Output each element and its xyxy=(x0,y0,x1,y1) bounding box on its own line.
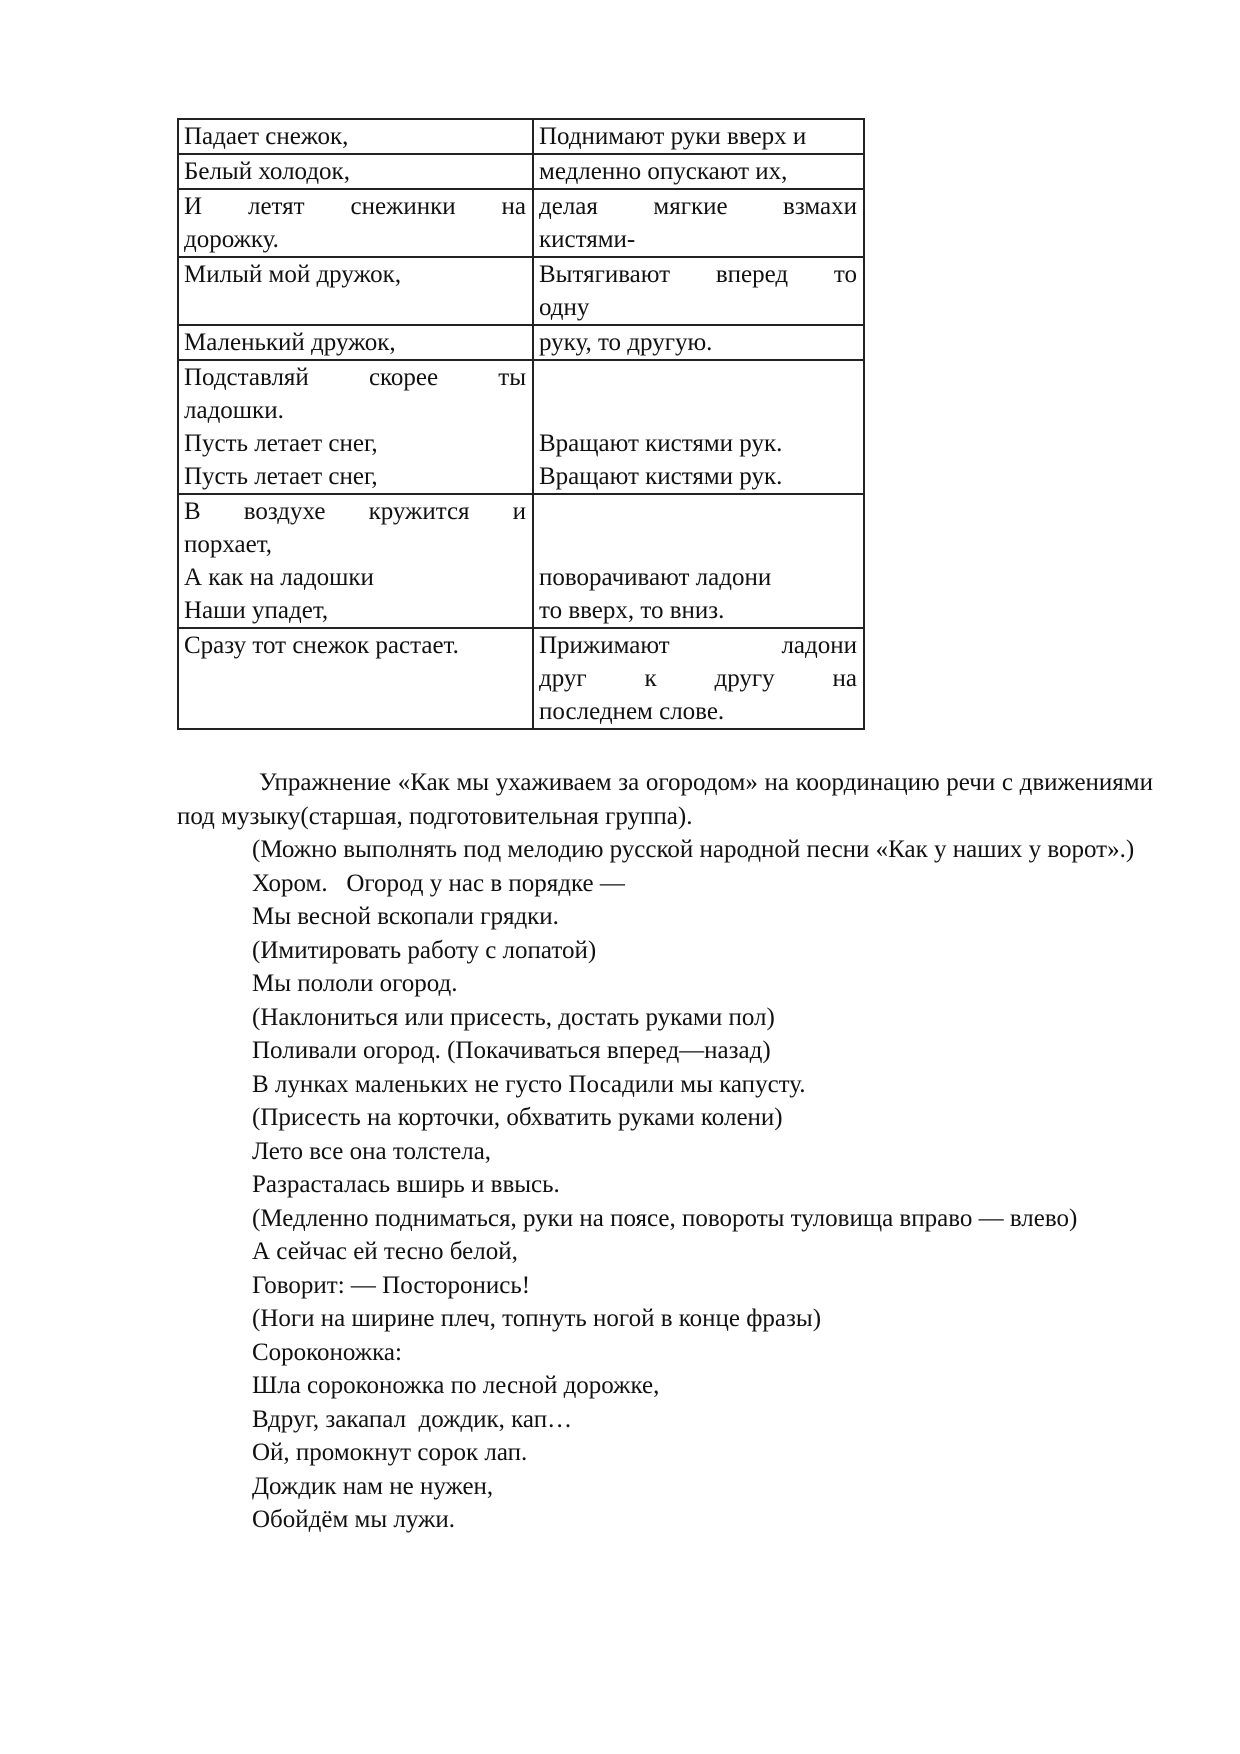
cell-line: Наши упадет, xyxy=(184,597,329,624)
table-cell-actions xyxy=(533,154,864,189)
verse-line: А сейчас ей тесно белой, xyxy=(252,1238,518,1265)
cell-line: руку, то другую. xyxy=(539,329,713,356)
table-cell-actions xyxy=(533,325,864,360)
cell-line: Сразу тот снежок растает. xyxy=(184,632,459,659)
cell-line: последнем слове. xyxy=(539,698,725,725)
cell-line: Вращают кистями рук. xyxy=(539,430,783,457)
verse-line: Дождик нам не нужен, xyxy=(252,1472,494,1500)
verse-line: (Ноги на ширине плеч, топнуть ногой в конце фразы) xyxy=(252,1305,822,1332)
cell-line: В воздухе кружится и xyxy=(184,498,526,525)
table-row xyxy=(178,325,864,360)
verse-line: Хором. Огород у нас в порядке — xyxy=(252,869,625,897)
verse-line: Обойдём мы лужи. xyxy=(252,1506,455,1533)
table-cell-actions xyxy=(533,628,864,729)
cell-line: Маленький дружок, xyxy=(184,329,396,356)
cell-line xyxy=(539,495,857,528)
table-row xyxy=(178,189,864,257)
table-row xyxy=(178,628,864,729)
table-cell-actions xyxy=(533,360,864,494)
table-cell-words xyxy=(178,119,533,154)
table-cell-actions xyxy=(533,119,864,154)
exercise-text xyxy=(177,766,1153,1537)
table-row xyxy=(178,119,864,154)
verse-line: Поливали огород. (Покачиваться вперед—назад) xyxy=(252,1037,771,1064)
verse-line: (Имитировать работу с лопатой) xyxy=(252,936,597,964)
cell-line: Пусть летает снег, xyxy=(184,463,378,490)
cell-line: медленно опускают их, xyxy=(539,158,788,185)
verse-line: Лето все она толстела, xyxy=(252,1137,492,1165)
cell-line xyxy=(539,361,857,394)
table-cell-actions xyxy=(533,257,864,325)
cell-line: Милый мой дружок, xyxy=(184,261,402,288)
verse-line: Говорит: — Посторонись! xyxy=(252,1271,531,1299)
verse-line: (Наклониться или присесть, достать руками пол) xyxy=(252,1003,775,1031)
cell-line: порхает, xyxy=(184,531,273,558)
table-cell-words xyxy=(178,325,533,360)
cell-line: кистями- xyxy=(539,226,636,253)
table-row xyxy=(178,257,864,325)
cell-line: Падает снежок, xyxy=(184,123,349,150)
table-cell-words xyxy=(178,257,533,325)
table-cell-actions xyxy=(533,189,864,257)
melody-note: (Можно выполнять под мелодию русской народной песни «Как у наших у ворот».) xyxy=(252,836,1135,863)
exercise-intro: Упражнение «Как мы ухаживаем за огородом» на координацию речи с движениями под музыку(старшая, подготовительная группа). xyxy=(177,769,1153,830)
cell-line: друг к другу на xyxy=(539,665,857,692)
cell-line: Пусть летает снег, xyxy=(184,430,378,457)
table-cell-words xyxy=(178,189,533,257)
table-cell-words xyxy=(178,360,533,494)
verse-line: Сороконожка: xyxy=(252,1338,402,1366)
cell-line: Поднимают руки вверх и xyxy=(539,123,807,150)
cell-line: Подставляй скорее ты xyxy=(184,364,526,391)
cell-line: одну xyxy=(539,294,590,321)
cell-line: ладошки. xyxy=(184,397,284,424)
verse-line: Ой, промокнут сорок лап. xyxy=(252,1439,528,1466)
verse-line: В лунках маленьких не густо Посадили мы капусту. xyxy=(252,1070,806,1098)
table-cell-words xyxy=(178,494,533,628)
verse-line: Вдруг, закапал дождик, кап… xyxy=(252,1405,573,1433)
verse-line: Мы весной вскопали грядки. xyxy=(252,903,559,930)
cell-line: Вращают кистями рук. xyxy=(539,463,783,490)
cell-line xyxy=(539,528,857,561)
cell-line xyxy=(539,394,857,427)
table-cell-words xyxy=(178,154,533,189)
table-row xyxy=(178,154,864,189)
cell-line: делая мягкие взмахи xyxy=(539,193,857,220)
table-row xyxy=(178,360,864,494)
table-row xyxy=(178,494,864,628)
verse-line: (Присесть на корточки, обхватить руками колени) xyxy=(252,1104,783,1131)
cell-line: дорожку. xyxy=(184,226,279,253)
exercise-table xyxy=(177,118,865,730)
cell-line: Белый холодок, xyxy=(184,158,350,185)
cell-line: то вверх, то вниз. xyxy=(539,597,725,624)
turns-note: (Медленно подниматься, руки на поясе, повороты туловища вправо — влево) xyxy=(252,1204,1078,1232)
table-cell-words xyxy=(178,628,533,729)
verse-line: Шла сороконожка по лесной дорожке, xyxy=(252,1372,660,1399)
cell-line: А как на ладошки xyxy=(184,564,374,591)
verse-line: Мы пололи огород. xyxy=(252,970,458,997)
verse-line: Разрасталась вширь и ввысь. xyxy=(252,1171,560,1198)
cell-line: Прижимают ладони xyxy=(539,632,857,659)
cell-line: И летят снежинки на xyxy=(184,193,526,220)
cell-line: Вытягивают вперед то xyxy=(539,261,857,288)
cell-line: поворачивают ладони xyxy=(539,564,772,591)
table-cell-actions xyxy=(533,494,864,628)
